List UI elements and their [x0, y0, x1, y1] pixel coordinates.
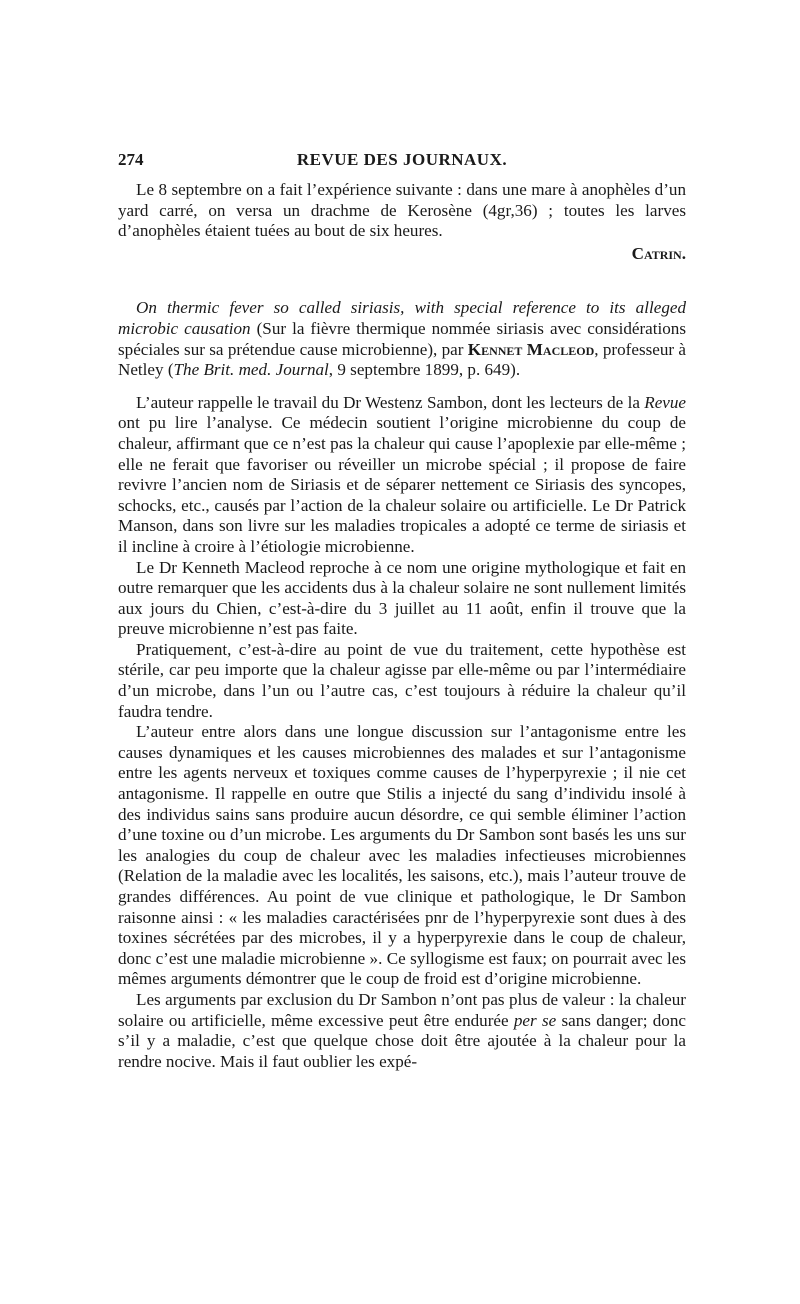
article2-paragraph-2: Le Dr Kenneth Macleod reproche à ce nom une origine mythologique et fait en outre remarquer que les accidents dus à la chaleur solaire ne sont nullement limités aux jours du Chien, c’est-à-dire du 3 juillet au 11 août, enfin il trouve que la preuve microbienne n’est pas faite. [118, 557, 686, 639]
article2-title-translation: (Sur la fièvre thermique nommée siriasis avec considérations spéciales sur sa prétendue cause microbienne), par [118, 318, 686, 359]
article2-author-affiliation: , professeur à Netley ( [118, 339, 687, 380]
article2-paragraph-3: Pratiquement, c’est-à-dire au point de vue du traitement, cette hypothèse est stérile, car peu importe que la chaleur agisse par elle-même ou par l’intermédiaire d’un microbe, dans l’un ou l’autre cas, c’est toujours à réduire la chaleur qu’il faudra tendre. [118, 639, 686, 721]
article1-signature: Catrin. [631, 243, 686, 263]
article2-citation: , 9 septembre 1899, p. 649). [328, 360, 521, 380]
article2-paragraph-5 [118, 990, 686, 1072]
page-number: 274 [118, 150, 144, 169]
paragraph-gap [118, 381, 686, 393]
page-body [118, 180, 686, 1072]
per-se-italic: per se [513, 1010, 557, 1030]
article2-paragraph-4: L’auteur entre alors dans une longue discussion sur l’antagonisme entre les causes dynamiques et les causes microbiennes des malades et sur l’antagonisme entre les agents nerveux et toxiques comme causes de l’hyperpyrexie ; il nie cet antagonisme. Il rappelle en outre que Stilis a injecté du sang d’individu insolé à des individus sains sans produire aucun désordre, ce qui semble éliminer l’action d’une toxine ou d’un microbe. Les arguments du Dr Sambon sont basés les uns sur les analogies du coup de chaleur avec les maladies infectieuses microbiennes (Relation de la maladie avec les localités, les saisons, etc.), mais l’auteur trouve de grandes différences. Au point de vue clinique et pathologique, le Dr Sambon raisonne ainsi : « les maladies caractérisées pnr de l’hyperpyrexie sont dues à des toxines sécrétées par des microbes, il y a hyperpyrexie dans le coup de chaleur, donc c’est une maladie microbienne ». Ce syllogisme est faux; on pourrait avec les mêmes arguments démontrer que le coup de froid est d’origine microbienne. [118, 722, 686, 989]
article2-paragraph-1 [118, 393, 686, 558]
section-gap [118, 264, 686, 298]
article1-text: Le 8 septembre on a fait l’expérience suivante : dans une mare à anophèles d’un yard carré, on versa un drachme de Kerosène (4gr,36) ; toutes les larves d’anophèles étaient tuées au bout de six heures. [118, 180, 686, 241]
article2-author: Kennet Macleod [467, 339, 595, 359]
paragraph-1-text-a: L’auteur rappelle le travail du Dr Westenz Sambon, dont les lecteurs de la [136, 392, 645, 412]
article2-journal: The Brit. med. Journal [173, 360, 329, 380]
paragraph-5-text-a: Les arguments par exclusion du Dr Sambon n’ont pas plus de valeur : la chaleur solaire ou artificielle, même excessive peut être endurée [118, 989, 686, 1030]
article2-title: On thermic fever so called siriasis, with special reference to its alleged microbic causation [118, 298, 686, 338]
running-title: REVUE DES JOURNAUX. [296, 150, 508, 169]
paragraph-1-text-b: ont pu lire l’analyse. Ce médecin soutient l’origine microbienne du coup de chaleur, affirmant que ce n’est pas la chaleur qui cause l’apoplexie par elle-même ; elle ne ferait que favoriser ou réveiller un microbe spécial ; il propose de faire revivre l’ancien nom de Siriasis et de séparer nettement ce Siriasis des syncopes, schocks, etc., causés par l’action de la chaleur solaire ou artificielle. Le Dr Patrick Manson, dans son livre sur les maladies tropicales a adopté ce terme de siriasis et il incline à croire à l’étiologie microbienne. [118, 413, 686, 556]
revue-italic: Revue [644, 392, 686, 412]
running-header [118, 150, 686, 174]
article2-reference [118, 298, 686, 380]
paragraph-5-text-b: sans danger; donc s’il y a maladie, c’est que quelque chose doit être ajoutée à la chaleur pour la rendre nocive. Mais il faut oublier les expé- [118, 1010, 686, 1071]
